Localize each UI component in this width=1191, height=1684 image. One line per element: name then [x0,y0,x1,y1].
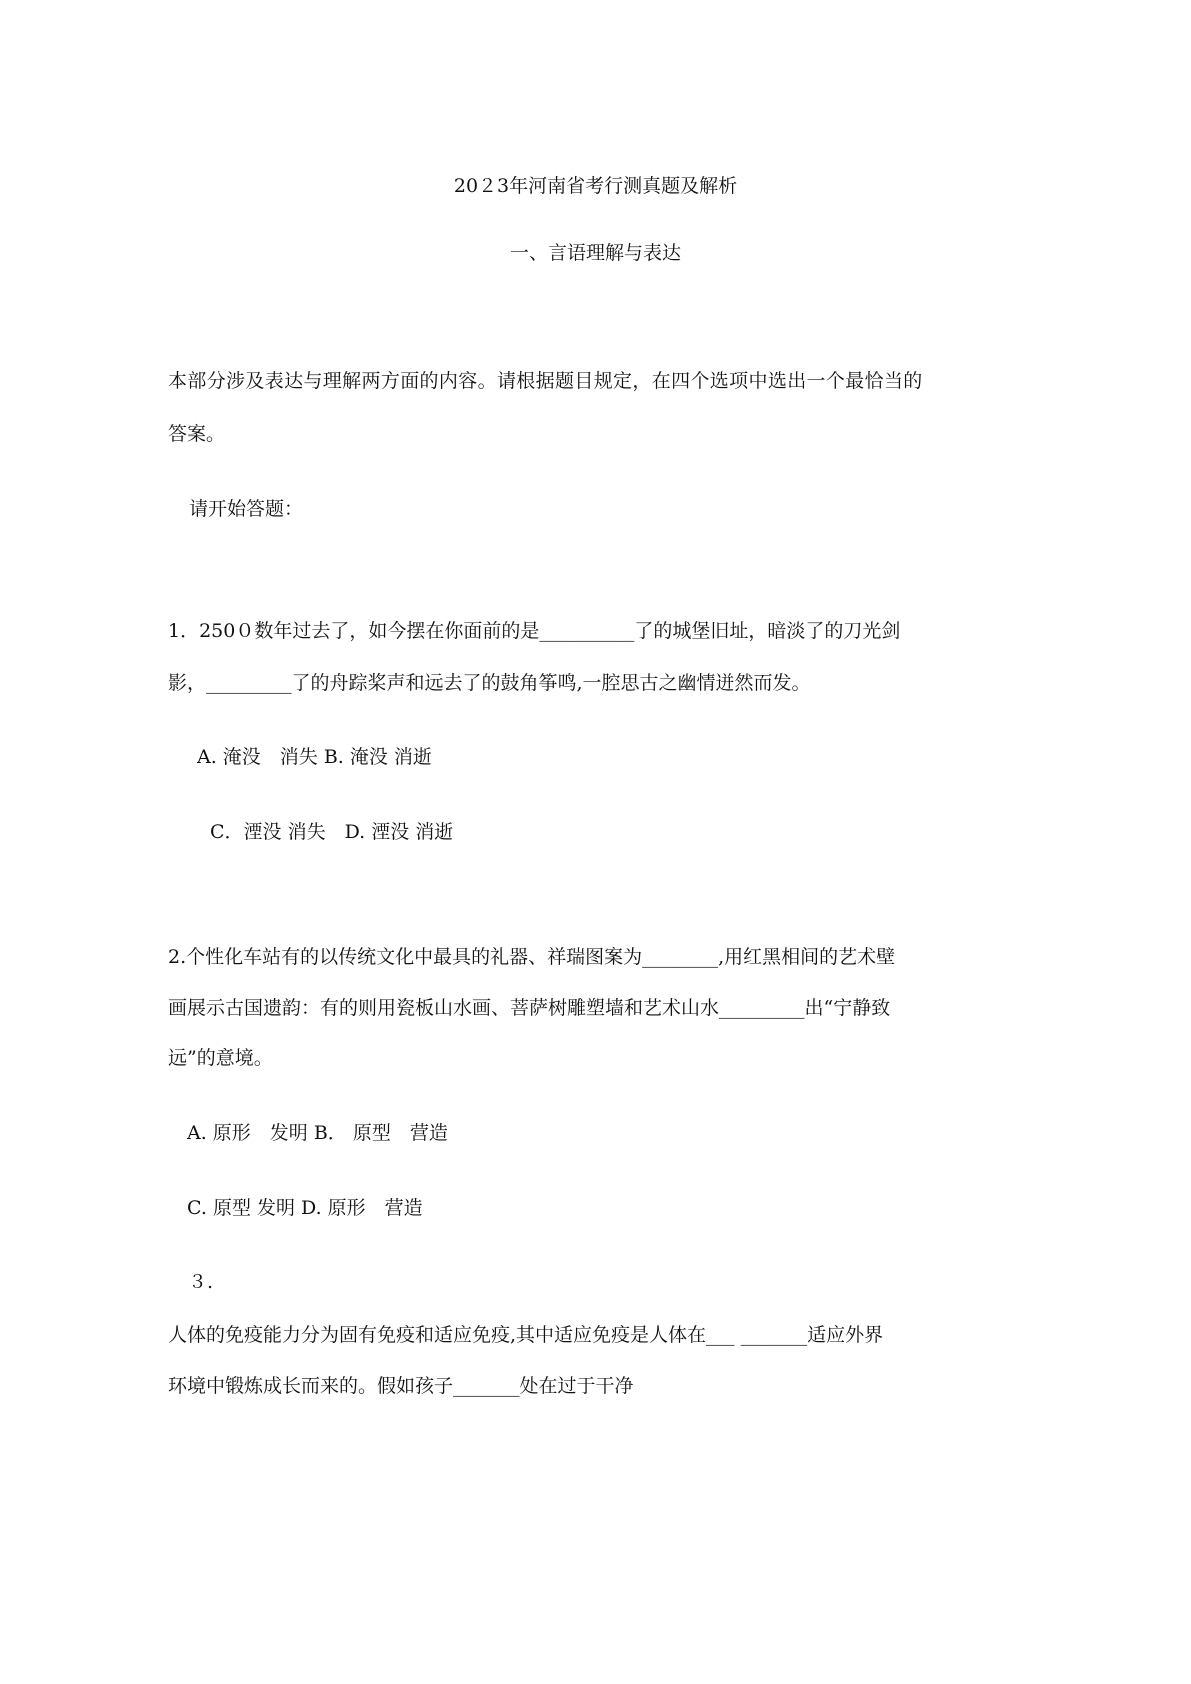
intro-text-line-2: 答案。 [168,423,226,445]
section-heading: 一、言语理解与表达 [509,242,681,264]
question-1-options-line-1: A. 淹没 消失 B. 淹没 消逝 [197,746,432,768]
question-3-line-1: 人体的免疫能力分为固有免疫和适应免疫,其中适应免疫是人体在___ _______适应外界 [168,1324,884,1346]
document-title: 20２3年河南省考行测真题及解析 [453,175,738,197]
question-2-line-2: 画展示古国遗韵：有的则用瓷板山水画、菩萨树雕塑墙和艺术山水_________出“宁静致 [168,997,891,1019]
intro-text-line-1: 本部分涉及表达与理解两方面的内容。请根据题目规定，在四个选项中选出一个最恰当的 [168,370,923,392]
question-2-options-line-1: A. 原形 发明 B． 原型 营造 [187,1122,448,1144]
question-1-line-1: 1．250０数年过去了，如今摆在你面前的是__________了的城堡旧址，暗淡了的刀光剑 [168,620,901,642]
question-2-line-1: 2.个性化车站有的以传统文化中最具的礼器、祥瑞图案为________,用红黑相间的艺术壁 [168,946,896,968]
question-1-line-2: 影，_________了的舟踪桨声和远去了的鼓角筝鸣,一腔思古之幽情迸然而发。 [168,672,811,694]
question-2-line-3: 远”的意境。 [168,1047,273,1069]
question-3-line-2: 环境中锻炼成长而来的。假如孩子_______处在过于干净 [168,1375,634,1397]
start-prompt: 请开始答题： [189,498,304,520]
question-2-options-line-2: C. 原型 发明 D. 原形 营造 [187,1197,423,1219]
question-3-number: ３. [188,1271,214,1293]
question-1-options-line-2: C．湮没 消失 D. 湮没 消逝 [210,821,454,843]
